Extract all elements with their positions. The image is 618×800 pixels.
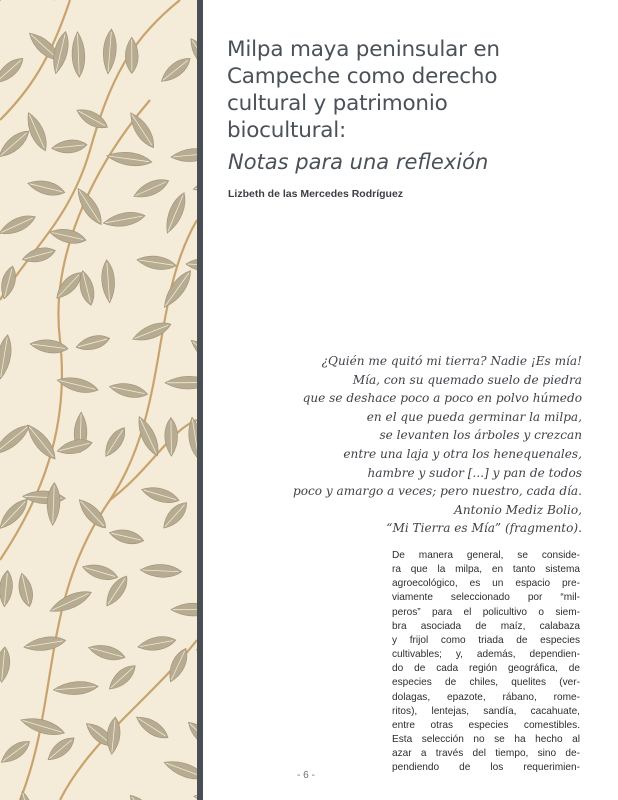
body-line: ra que la milpa, en tanto sistema (392, 564, 580, 576)
body-line: entre otras especies comestibles. (392, 719, 580, 731)
willow-leaf (162, 756, 197, 783)
willow-leaf (125, 791, 157, 800)
body-line: ritos), lentejas, sandía, cacahuate, (392, 705, 580, 717)
page-number: - 6 - (297, 770, 315, 781)
leaf-pattern-panel (0, 0, 197, 800)
branch-stem (0, 100, 150, 560)
willow-leaf (106, 0, 138, 2)
epigraph-line: Mía, con su quemado suelo de piedra (352, 372, 582, 387)
body-line: agroecológico, es un espacio pre- (392, 578, 580, 590)
epigraph-line: que se deshace poco a poco en polvo húmedo (302, 391, 582, 406)
epigraph-line: ¿Quién me quitó mi tierra? Nadie ¡Es mía! (321, 354, 582, 368)
epigraph-line: poco y amargo a veces; pero nuestro, cada día. (292, 484, 582, 499)
title-line: cultural y patrimonio (227, 91, 448, 116)
title-line: biocultural: (227, 118, 347, 143)
willow-leaf (187, 335, 197, 374)
article-title (227, 36, 597, 144)
body-line: peros” para el policultivo o siem- (392, 606, 580, 618)
branch-stem (20, 220, 197, 800)
willow-leaf-pattern (0, 0, 197, 800)
willow-leaf (0, 54, 27, 88)
epigraph-quote (252, 352, 582, 538)
willow-leaf (0, 264, 19, 300)
body-line: azar a través del tiempo, sino de- (392, 748, 580, 760)
body-line: especies de chiles, quelites (ver- (392, 677, 580, 689)
body-line: bra asociada de maíz, calabaza (392, 620, 580, 632)
epigraph-source: “Mi Tierra es Mía” (fragmento). (386, 521, 582, 536)
epigraph-line: se levanten los árboles y crezcan (379, 428, 582, 443)
body-line: pendiendo de los requerimien- (392, 762, 580, 774)
willow-leaf (186, 258, 197, 272)
body-line: viamente seleccionado por “mil- (392, 592, 580, 604)
willow-leaf (0, 126, 33, 161)
body-line: De manera general, se conside- (392, 550, 580, 561)
epigraph-attribution: Antonio Mediz Bolio, (454, 502, 582, 517)
willow-leaf (48, 0, 64, 1)
willow-leaf (0, 736, 33, 767)
body-line: do de cada región geográfica, de (392, 663, 580, 675)
willow-leaf (186, 35, 197, 73)
body-line: cultivables; y, además, dependien- (392, 649, 580, 661)
author-name: Lizbeth de las Mercedes Rodríguez (228, 188, 404, 200)
body-line: y frijol como triada de especies (392, 634, 580, 646)
leaf-vein (29, 426, 53, 456)
leaf-vein (165, 273, 188, 306)
epigraph-line: hambre y sudor [...] y pan de todos (367, 465, 582, 480)
article-subtitle: Notas para una reflexión (228, 150, 489, 174)
body-line: dolagas, epazote, rábano, rome- (392, 691, 580, 703)
epigraph-line: entre una laja y otra los henequenales, (343, 446, 582, 461)
title-line: Campeche como derecho (227, 64, 498, 89)
body-paragraph (392, 549, 580, 776)
vertical-divider (197, 0, 203, 800)
body-line: Esta selección no se ha hecho al (392, 734, 580, 746)
willow-leaf (0, 0, 12, 2)
epigraph-line: en el que pueda germinar la milpa, (366, 409, 582, 424)
willow-leaf (0, 211, 38, 239)
title-line: Milpa maya peninsular en (227, 37, 500, 62)
willow-leaf (184, 718, 197, 752)
willow-leaf (0, 420, 33, 459)
